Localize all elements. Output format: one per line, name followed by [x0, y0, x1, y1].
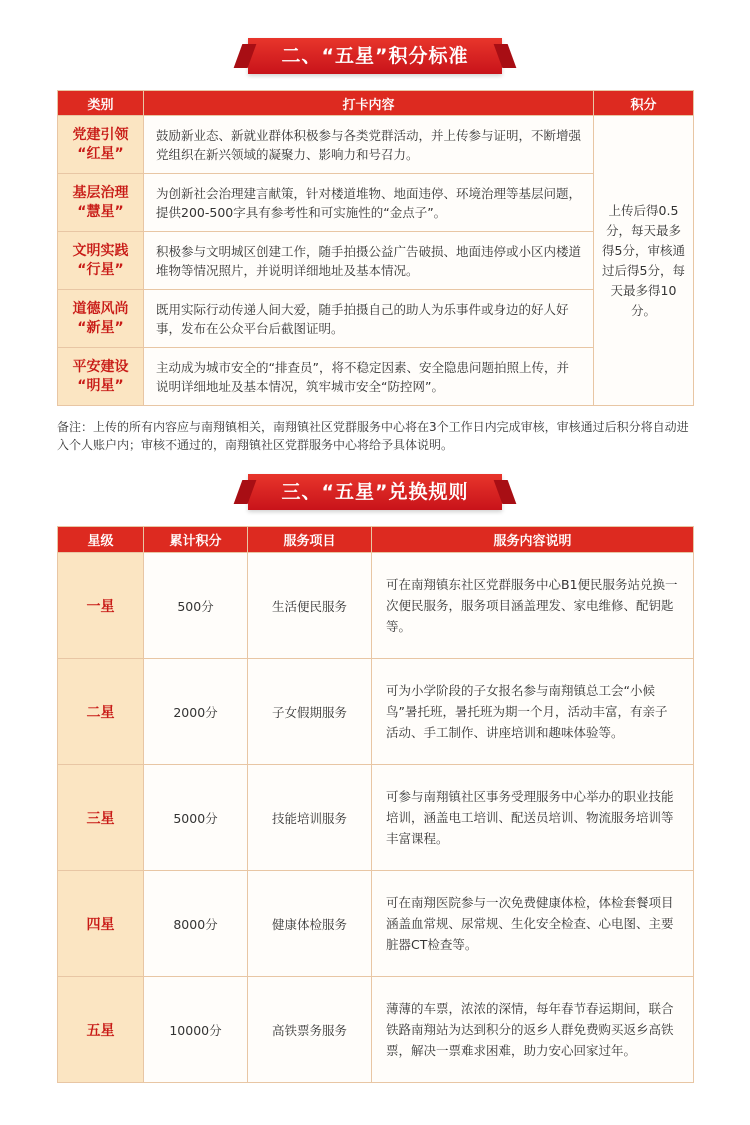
header-accumulated-points: 累计积分: [144, 527, 248, 553]
accumulated-points: 10000分: [144, 977, 248, 1083]
header-points: 积分: [594, 91, 694, 116]
star-level: 五星: [58, 977, 144, 1083]
category-cell: [58, 348, 144, 406]
category-name: 党建引领: [72, 126, 129, 143]
points-standard-table: [57, 90, 694, 406]
accumulated-points: 8000分: [144, 871, 248, 977]
header-service-description: 服务内容说明: [372, 527, 694, 553]
table-row: [58, 765, 694, 871]
points-rule: 上传后得0.5分，每天最多得5分，审核通过后得5分，每天最多得10分。: [594, 116, 694, 406]
table-header-row: [58, 527, 694, 553]
service-description: 可在南翔镇东社区党群服务中心B1便民服务站兑换一次便民服务，服务项目涵盖理发、家电维修、配钥匙等。: [372, 553, 694, 659]
star-level: 三星: [58, 765, 144, 871]
remark-note: 备注：上传的所有内容应与南翔镇相关，南翔镇社区党群服务中心将在3个工作日内完成审核，审核通过后积分将自动进入个人账户内；审核不通过的，南翔镇社区党群服务中心将给予具体说明。: [57, 420, 689, 452]
header-category: 类别: [58, 91, 144, 116]
accumulated-points: 5000分: [144, 765, 248, 871]
table-row: [58, 116, 694, 174]
checkin-content: 既用实际行动传递人间大爱，随手拍摄自己的助人为乐事件或身边的好人好事，发布在公众平台后截图证明。: [144, 290, 594, 348]
service-item: 生活便民服务: [248, 553, 372, 659]
checkin-content: 主动成为城市安全的“排查员”，将不稳定因素、安全隐患问题拍照上传，并说明详细地址及基本情况，筑牢城市安全“防控网”。: [144, 348, 594, 406]
accumulated-points: 2000分: [144, 659, 248, 765]
category-star: “新星”: [77, 319, 124, 336]
category-name: 道德风尚: [72, 300, 129, 317]
service-item: 高铁票务服务: [248, 977, 372, 1083]
category-name: 平安建设: [72, 358, 129, 375]
category-star: “明星”: [77, 377, 124, 394]
service-item: 健康体检服务: [248, 871, 372, 977]
accumulated-points: 500分: [144, 553, 248, 659]
table-row: [58, 977, 694, 1083]
star-level: 四星: [58, 871, 144, 977]
table-header-row: [58, 91, 694, 116]
table-row: [58, 871, 694, 977]
service-description: 薄薄的车票，浓浓的深情，每年春节春运期间，联合铁路南翔站为达到积分的返乡人群免费购买返乡高铁票，解决一票难求困难，助力安心回家过年。: [372, 977, 694, 1083]
section1-title: 二、“五星”积分标准: [248, 38, 502, 74]
category-cell: [58, 232, 144, 290]
category-cell: [58, 174, 144, 232]
checkin-content: 为创新社会治理建言献策，针对楼道堆物、地面违停、环境治理等基层问题，提供200-500字具有参考性和可实施性的“金点子”。: [144, 174, 594, 232]
category-cell: [58, 116, 144, 174]
category-name: 基层治理: [72, 184, 129, 201]
category-star: “行星”: [77, 261, 124, 278]
redemption-rules-table: [57, 526, 694, 1083]
section2-title: 三、“五星”兑换规则: [248, 474, 502, 510]
service-item: 技能培训服务: [248, 765, 372, 871]
checkin-content: 鼓励新业态、新就业群体积极参与各类党群活动，并上传参与证明，不断增强党组织在新兴领域的凝聚力、影响力和号召力。: [144, 116, 594, 174]
service-description: 可在南翔医院参与一次免费健康体检，体检套餐项目涵盖血常规、尿常规、生化安全检查、心电图、主要脏器CT检查等。: [372, 871, 694, 977]
category-star: “慧星”: [77, 203, 124, 220]
table-row: [58, 659, 694, 765]
category-cell: [58, 290, 144, 348]
checkin-content: 积极参与文明城区创建工作，随手拍摄公益广告破损、地面违停或小区内楼道堆物等情况照片，并说明详细地址及基本情况。: [144, 232, 594, 290]
service-item: 子女假期服务: [248, 659, 372, 765]
service-description: 可为小学阶段的子女报名参与南翔镇总工会“小候鸟”暑托班，暑托班为期一个月，活动丰富，有亲子活动、手工制作、讲座培训和趣味体验等。: [372, 659, 694, 765]
header-checkin-content: 打卡内容: [144, 91, 594, 116]
category-star: “红星”: [77, 145, 124, 162]
header-service-item: 服务项目: [248, 527, 372, 553]
star-level: 二星: [58, 659, 144, 765]
header-star-level: 星级: [58, 527, 144, 553]
category-name: 文明实践: [72, 242, 129, 259]
table-row: [58, 553, 694, 659]
service-description: 可参与南翔镇社区事务受理服务中心举办的职业技能培训，涵盖电工培训、配送员培训、物流服务培训等丰富课程。: [372, 765, 694, 871]
star-level: 一星: [58, 553, 144, 659]
